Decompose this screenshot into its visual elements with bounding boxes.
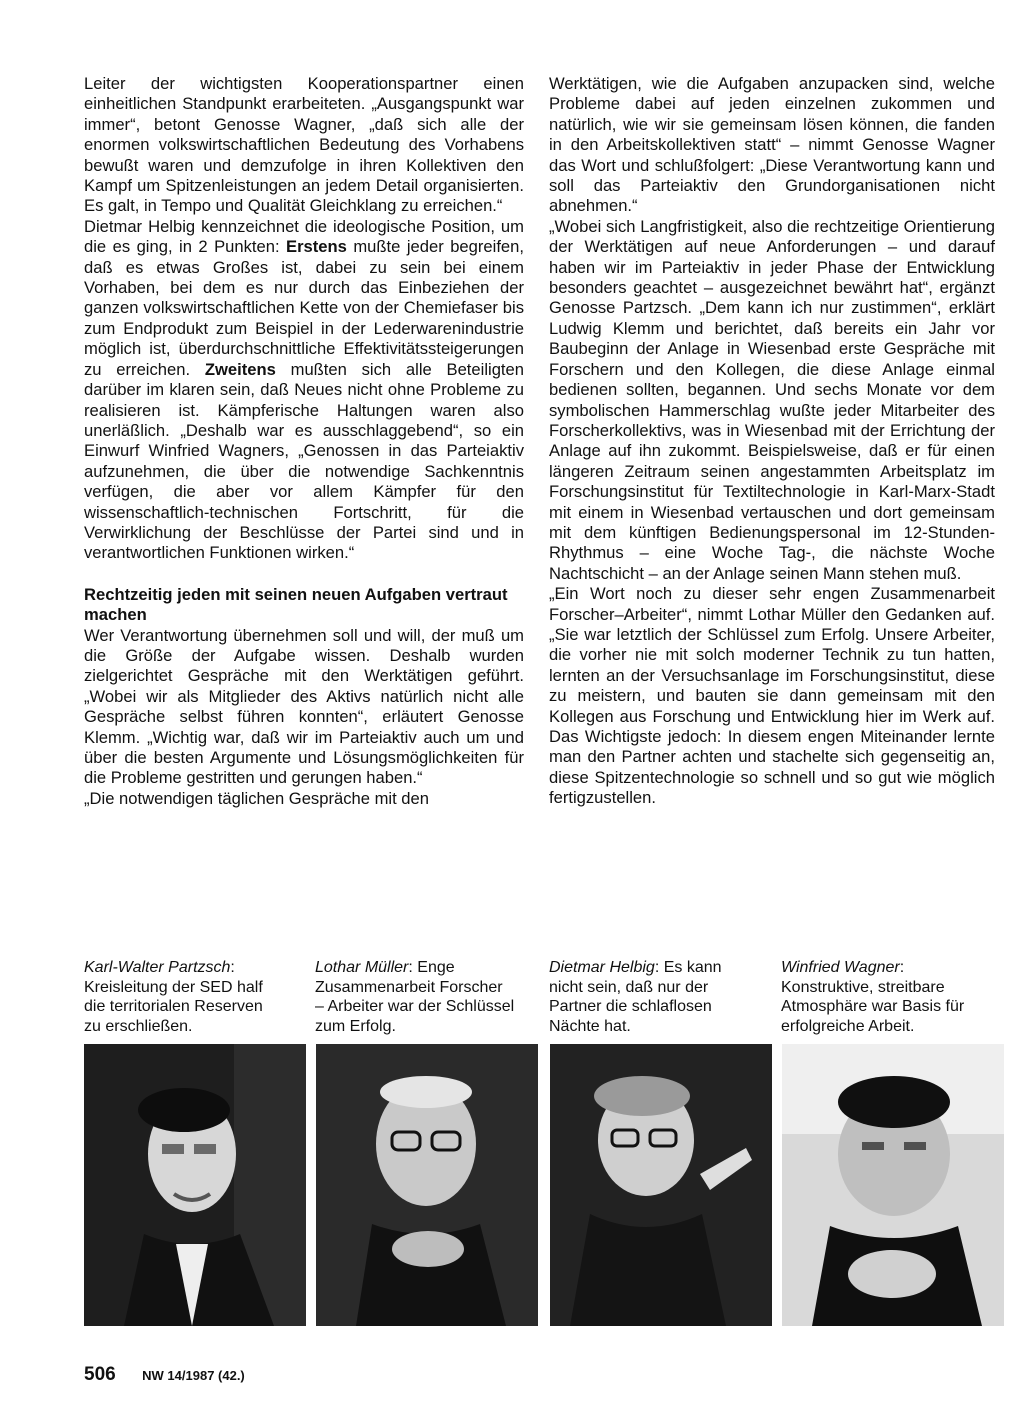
right-paragraph-2: „Wobei sich Langfristigkeit, also die rechtzeitige Orientierung der Werktätigen auf neue Anforderungen – und darauf haben wir im Parteiaktiv in jeder Phase der Entwicklung besonders geachtet – ausgezeichnet bewährt hat“, ergänzt Genosse Partzsch. „Dem kann ich nur zustimmen“, erklärt Ludwig Klemm und berichtet, daß bereits ein Jahr vor Baubeginn der Anlage in Wiesenbad erste Gespräche mit Forschern und den Kollegen, die diese Anlage einmal bedienen sollten, begannen. Und sechs Monate vor dem symbolischen Hammerschlag wußte jeder Mitarbeiter des Forscherkollektivs, was in Wiesenbad mit der Errichtung der Anlage auf ihn zukommt. Beispielsweise, daß er für einen längeren Zeitraum seinen angestammten Arbeitsplatz im Forschungsinstitut für Textiltechnologie in Karl-Marx-Stadt mit einem in Wiesenbad vertauschen und dort gemeinsam mit dem künftigen Bedienungspersonal im 12-Stunden-Rhythmus – eine Woche Tag-, die nächste Woche Nachtschicht – an der Anlage seinen Mann stehen muß.	[549, 216, 995, 583]
caption-name: Lothar Müller	[315, 959, 409, 976]
caption-mueller	[315, 958, 515, 1036]
caption-partzsch	[84, 958, 284, 1036]
portrait-photo-helbig	[550, 1044, 772, 1326]
right-column	[549, 74, 995, 809]
section-subheading: Rechtzeitig jeden mit seinen neuen Aufgaben vertraut machen	[84, 584, 508, 625]
erstens-emphasis: Erstens	[286, 237, 347, 257]
right-paragraph-3: „Ein Wort noch zu dieser sehr engen Zusammenarbeit Forscher–Arbeiter“, nimmt Lothar Müller den Gedanken auf. „Sie war letztlich der Schlüssel zum Erfolg. Unsere Arbeiter, die vorher nie mit solch moderner Technik zu tun hatten, lernten an der Versuchsanlage im Forschungsinstitut, diese zu meistern, und bauten sie dann gemeinsam mit den Kollegen aus Forschung und Entwicklung hier im Werk auf. Das Wichtigste jedoch: In diesem engen Miteinander lernte man den Partner achten und stachelte sich gegenseitig an, diese Spitzentechnologie so schnell und so gut wie möglich fertigzustellen.	[549, 584, 995, 808]
left-paragraph-2	[84, 217, 524, 564]
issue-reference: NW 14/1987 (42.)	[142, 1368, 245, 1383]
caption-helbig	[549, 958, 749, 1036]
left-paragraph-2-part-b: mußte jeder begreifen, daß es etwas Großes ist, dabei zu sein bei einem Vorhaben, bei dem es nur durch das Einbeziehen der ganzen volkswirtschaftlichen Kette von der Chemiefaser bis zum Endprodukt zum Beispiel in der Lederwarenindustrie möglich ist, überdurchschnittliche Effektivitätssteigerungen zu erreichen.	[84, 237, 524, 379]
caption-text: : Kreisleitung der SED half die territorialen Reserven zu erschließen.	[84, 959, 263, 1035]
left-paragraph-2-part-a: Dietmar Helbig kennzeichnet die ideologische Position, um die es ging, in 2 Punkten:	[84, 216, 524, 257]
caption-name: Dietmar Helbig	[549, 959, 655, 976]
caption-text: : Enge Zusammenarbeit Forscher – Arbeiter war der Schlüssel zum Erfolg.	[315, 959, 515, 1035]
portrait-photo-mueller	[316, 1044, 538, 1326]
page-number: 506	[84, 1364, 116, 1385]
right-paragraph-1: Werktätigen, wie die Aufgaben anzupacken sind, welche Probleme dabei auf jeden einzelnen zukommen und natürlich, wie wir sie gemeinsam lösen können, die fanden in den Arbeitskollektiven statt“ – nimmt Genosse Wagner das Wort und schlußfolgert: „Diese Verantwortung kann und soll das Parteiaktiv den Grundorganisationen nicht abnehmen.“	[549, 74, 995, 216]
portrait-photo-partzsch	[84, 1044, 306, 1326]
photo-captions	[84, 958, 996, 1038]
caption-name: Winfried Wagner	[781, 959, 900, 976]
page-footer	[84, 1364, 245, 1388]
portrait-photo-wagner	[782, 1044, 1004, 1326]
left-paragraph-2-part-c: mußten sich alle Beteiligten darüber im klaren sein, daß Neues nicht ohne Probleme zu realisieren ist. Kämpferische Haltungen waren also unerläßlich. „Deshalb war es ausschlaggebend“, so ein Einwurf Winfried Wagners, „Genossen in das Parteiaktiv aufzunehmen, die über die notwendige Sachkenntnis verfügen, die aber vor allem Kämpfer für den wissenschaftlich-technischen Fortschritt, für die Verwirklichung der Beschlüsse der Partei sind und in verantwortlichen Funktionen wirken.“	[84, 359, 524, 563]
left-paragraph-3: Wer Verantwortung übernehmen soll und will, der muß um die Größe der Aufgabe wissen. Deshalb wurden zielgerichtet Gespräche mit den Werktätigen geführt. „Wobei wir als Mitglieder des Aktivs natürlich nicht alle Gespräche selbst führen konnten“, erläutert Genosse Klemm. „Wichtig war, daß wir im Parteiaktiv auch um und über die besten Argumente und Lösungsmöglichkeiten für die Probleme gestritten und gerungen haben.“	[84, 625, 524, 788]
left-column	[84, 74, 524, 809]
caption-wagner	[781, 958, 981, 1036]
caption-name: Karl-Walter Partzsch	[84, 959, 231, 976]
zweitens-emphasis: Zweitens	[204, 359, 276, 379]
caption-text: : Konstruktive, streitbare Atmosphäre war Basis für erfolgreiche Arbeit.	[781, 959, 965, 1035]
left-paragraph-1: Leiter der wichtigsten Kooperationspartner einen einheitlichen Standpunkt erarbeiteten. „Ausgangspunkt war immer“, betont Genosse Wagner, „daß sich alle der enormen volkswirtschaftlichen Bedeutung des Vorhabens bewußt waren und demzufolge in ihren Kollektiven den Kampf um Spitzenleistungen an jedem Detail organisierten. Es galt, in Tempo und Qualität Gleichklang zu erreichen.“	[84, 74, 524, 216]
portrait-photos	[84, 1044, 996, 1326]
left-paragraph-4: „Die notwendigen täglichen Gespräche mit den	[84, 788, 429, 808]
caption-text: : Es kann nicht sein, daß nur der Partner die schlaflosen Nächte hat.	[549, 959, 722, 1035]
